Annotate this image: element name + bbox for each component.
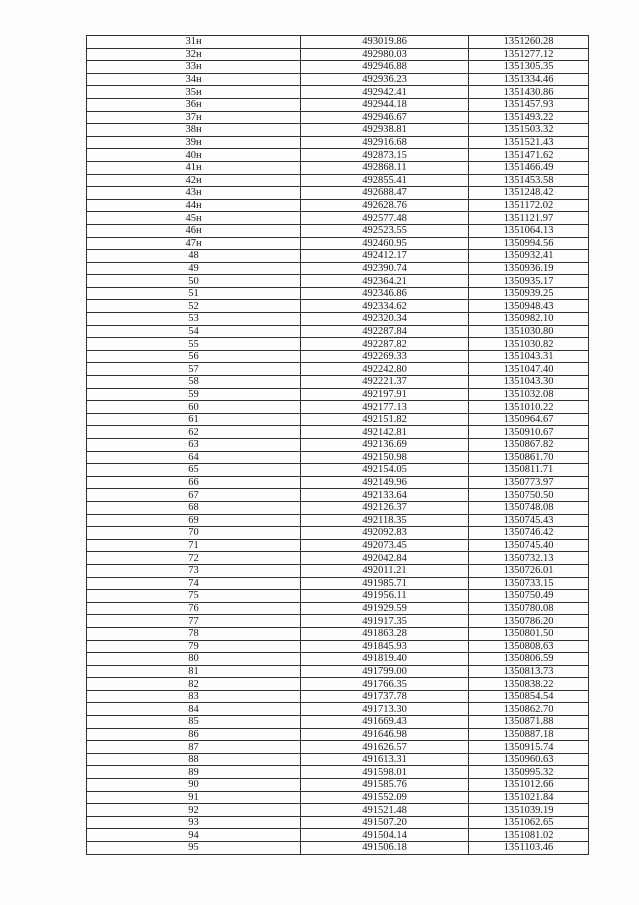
point-number-cell: 76 xyxy=(87,602,301,615)
table-row xyxy=(87,602,589,615)
point-number-cell: 81 xyxy=(87,665,301,678)
table-row xyxy=(87,829,589,842)
x-coordinate-cell: 492946.67 xyxy=(301,111,469,124)
x-coordinate-cell: 492126.37 xyxy=(301,501,469,514)
x-coordinate-cell: 492136.69 xyxy=(301,439,469,452)
x-coordinate-cell: 492151.82 xyxy=(301,413,469,426)
table-row xyxy=(87,501,589,514)
point-number-cell: 63 xyxy=(87,439,301,452)
y-coordinate-cell: 1350838.22 xyxy=(469,678,589,691)
table-row xyxy=(87,98,589,111)
y-coordinate-cell: 1350733.15 xyxy=(469,577,589,590)
x-coordinate-cell: 491766.35 xyxy=(301,678,469,691)
table-row xyxy=(87,325,589,338)
y-coordinate-cell: 1351305.35 xyxy=(469,61,589,74)
table-row xyxy=(87,250,589,263)
table-row xyxy=(87,678,589,691)
x-coordinate-cell: 492142.81 xyxy=(301,426,469,439)
y-coordinate-cell: 1350808.63 xyxy=(469,640,589,653)
y-coordinate-cell: 1351457.93 xyxy=(469,98,589,111)
x-coordinate-cell: 492916.68 xyxy=(301,136,469,149)
table-row xyxy=(87,363,589,376)
y-coordinate-cell: 1350750.49 xyxy=(469,590,589,603)
x-coordinate-cell: 492269.33 xyxy=(301,350,469,363)
y-coordinate-cell: 1350750.50 xyxy=(469,489,589,502)
point-number-cell: 50 xyxy=(87,275,301,288)
y-coordinate-cell: 1351121.97 xyxy=(469,212,589,225)
y-coordinate-cell: 1351503.32 xyxy=(469,124,589,137)
table-row xyxy=(87,753,589,766)
y-coordinate-cell: 1350910.67 xyxy=(469,426,589,439)
table-row xyxy=(87,149,589,162)
table-row xyxy=(87,111,589,124)
y-coordinate-cell: 1350932.41 xyxy=(469,250,589,263)
table-row xyxy=(87,124,589,137)
table-row xyxy=(87,766,589,779)
point-number-cell: 70 xyxy=(87,527,301,540)
x-coordinate-cell: 492938.81 xyxy=(301,124,469,137)
x-coordinate-cell: 492149.96 xyxy=(301,476,469,489)
x-coordinate-cell: 491845.93 xyxy=(301,640,469,653)
point-number-cell: 39н xyxy=(87,136,301,149)
y-coordinate-cell: 1350746.42 xyxy=(469,527,589,540)
x-coordinate-cell: 492197.91 xyxy=(301,388,469,401)
x-coordinate-cell: 491598.01 xyxy=(301,766,469,779)
table-row xyxy=(87,388,589,401)
x-coordinate-cell: 492011.21 xyxy=(301,564,469,577)
x-coordinate-cell: 491737.78 xyxy=(301,690,469,703)
x-coordinate-cell: 492242.80 xyxy=(301,363,469,376)
y-coordinate-cell: 1351248.42 xyxy=(469,187,589,200)
point-number-cell: 93 xyxy=(87,816,301,829)
point-number-cell: 67 xyxy=(87,489,301,502)
table-row xyxy=(87,741,589,754)
table-row xyxy=(87,665,589,678)
x-coordinate-cell: 492320.34 xyxy=(301,313,469,326)
point-number-cell: 56 xyxy=(87,350,301,363)
point-number-cell: 92 xyxy=(87,804,301,817)
x-coordinate-cell: 491626.57 xyxy=(301,741,469,754)
point-number-cell: 61 xyxy=(87,413,301,426)
x-coordinate-cell: 492946.88 xyxy=(301,61,469,74)
point-number-cell: 74 xyxy=(87,577,301,590)
table-row xyxy=(87,161,589,174)
point-number-cell: 41н xyxy=(87,161,301,174)
x-coordinate-cell: 492092.83 xyxy=(301,527,469,540)
table-row xyxy=(87,313,589,326)
point-number-cell: 78 xyxy=(87,627,301,640)
y-coordinate-cell: 1350813.73 xyxy=(469,665,589,678)
point-number-cell: 31н xyxy=(87,36,301,49)
y-coordinate-cell: 1350915.74 xyxy=(469,741,589,754)
x-coordinate-cell: 492221.37 xyxy=(301,376,469,389)
point-number-cell: 84 xyxy=(87,703,301,716)
table-row xyxy=(87,401,589,414)
table-row xyxy=(87,61,589,74)
y-coordinate-cell: 1350871.88 xyxy=(469,716,589,729)
table-row xyxy=(87,779,589,792)
point-number-cell: 65 xyxy=(87,464,301,477)
x-coordinate-cell: 491929.59 xyxy=(301,602,469,615)
y-coordinate-cell: 1350995.32 xyxy=(469,766,589,779)
y-coordinate-cell: 1350732.13 xyxy=(469,552,589,565)
y-coordinate-cell: 1350964.67 xyxy=(469,413,589,426)
x-coordinate-cell: 492936.23 xyxy=(301,73,469,86)
point-number-cell: 55 xyxy=(87,338,301,351)
point-number-cell: 32н xyxy=(87,48,301,61)
y-coordinate-cell: 1351039.19 xyxy=(469,804,589,817)
x-coordinate-cell: 493019.86 xyxy=(301,36,469,49)
point-number-cell: 45н xyxy=(87,212,301,225)
point-number-cell: 68 xyxy=(87,501,301,514)
x-coordinate-cell: 492942.41 xyxy=(301,86,469,99)
table-row xyxy=(87,577,589,590)
x-coordinate-cell: 491613.31 xyxy=(301,753,469,766)
point-number-cell: 47н xyxy=(87,237,301,250)
table-row xyxy=(87,48,589,61)
y-coordinate-cell: 1350811.71 xyxy=(469,464,589,477)
table-row xyxy=(87,86,589,99)
x-coordinate-cell: 492628.76 xyxy=(301,199,469,212)
x-coordinate-cell: 492944.18 xyxy=(301,98,469,111)
y-coordinate-cell: 1351334.46 xyxy=(469,73,589,86)
x-coordinate-cell: 492287.82 xyxy=(301,338,469,351)
point-number-cell: 51 xyxy=(87,287,301,300)
y-coordinate-cell: 1351043.31 xyxy=(469,350,589,363)
x-coordinate-cell: 492154.05 xyxy=(301,464,469,477)
point-number-cell: 83 xyxy=(87,690,301,703)
point-number-cell: 91 xyxy=(87,791,301,804)
point-number-cell: 94 xyxy=(87,829,301,842)
y-coordinate-cell: 1350745.40 xyxy=(469,539,589,552)
x-coordinate-cell: 491985.71 xyxy=(301,577,469,590)
point-number-cell: 40н xyxy=(87,149,301,162)
x-coordinate-cell: 492346.86 xyxy=(301,287,469,300)
point-number-cell: 80 xyxy=(87,653,301,666)
x-coordinate-cell: 492334.62 xyxy=(301,300,469,313)
table-row xyxy=(87,376,589,389)
point-number-cell: 59 xyxy=(87,388,301,401)
point-number-cell: 90 xyxy=(87,779,301,792)
x-coordinate-cell: 491507.20 xyxy=(301,816,469,829)
table-row xyxy=(87,527,589,540)
y-coordinate-cell: 1351021.84 xyxy=(469,791,589,804)
y-coordinate-cell: 1350994.56 xyxy=(469,237,589,250)
table-row xyxy=(87,716,589,729)
y-coordinate-cell: 1351064.13 xyxy=(469,224,589,237)
y-coordinate-cell: 1350854.54 xyxy=(469,690,589,703)
y-coordinate-cell: 1351030.80 xyxy=(469,325,589,338)
y-coordinate-cell: 1351043.30 xyxy=(469,376,589,389)
point-number-cell: 60 xyxy=(87,401,301,414)
y-coordinate-cell: 1351010.22 xyxy=(469,401,589,414)
table-row xyxy=(87,552,589,565)
point-number-cell: 87 xyxy=(87,741,301,754)
coordinates-table-body xyxy=(87,36,589,855)
table-row xyxy=(87,439,589,452)
point-number-cell: 52 xyxy=(87,300,301,313)
point-number-cell: 73 xyxy=(87,564,301,577)
x-coordinate-cell: 492523.55 xyxy=(301,224,469,237)
y-coordinate-cell: 1350862.70 xyxy=(469,703,589,716)
table-row xyxy=(87,136,589,149)
point-number-cell: 72 xyxy=(87,552,301,565)
y-coordinate-cell: 1350982.10 xyxy=(469,313,589,326)
y-coordinate-cell: 1351466.49 xyxy=(469,161,589,174)
table-row xyxy=(87,816,589,829)
x-coordinate-cell: 492873.15 xyxy=(301,149,469,162)
table-row xyxy=(87,627,589,640)
table-row xyxy=(87,640,589,653)
y-coordinate-cell: 1350867.82 xyxy=(469,439,589,452)
x-coordinate-cell: 492577.48 xyxy=(301,212,469,225)
x-coordinate-cell: 492118.35 xyxy=(301,514,469,527)
table-row xyxy=(87,489,589,502)
y-coordinate-cell: 1350887.18 xyxy=(469,728,589,741)
y-coordinate-cell: 1350935.17 xyxy=(469,275,589,288)
x-coordinate-cell: 492177.13 xyxy=(301,401,469,414)
y-coordinate-cell: 1350939.25 xyxy=(469,287,589,300)
table-row xyxy=(87,287,589,300)
table-row xyxy=(87,199,589,212)
point-number-cell: 38н xyxy=(87,124,301,137)
point-number-cell: 66 xyxy=(87,476,301,489)
table-row xyxy=(87,275,589,288)
point-number-cell: 43н xyxy=(87,187,301,200)
table-row xyxy=(87,590,589,603)
point-number-cell: 44н xyxy=(87,199,301,212)
table-row xyxy=(87,36,589,49)
x-coordinate-cell: 492073.45 xyxy=(301,539,469,552)
y-coordinate-cell: 1351030.82 xyxy=(469,338,589,351)
table-row xyxy=(87,728,589,741)
point-number-cell: 33н xyxy=(87,61,301,74)
point-number-cell: 36н xyxy=(87,98,301,111)
point-number-cell: 35н xyxy=(87,86,301,99)
y-coordinate-cell: 1350801.50 xyxy=(469,627,589,640)
table-row xyxy=(87,703,589,716)
point-number-cell: 62 xyxy=(87,426,301,439)
x-coordinate-cell: 492412.17 xyxy=(301,250,469,263)
y-coordinate-cell: 1350726.01 xyxy=(469,564,589,577)
table-row xyxy=(87,564,589,577)
table-row xyxy=(87,187,589,200)
table-row xyxy=(87,174,589,187)
point-number-cell: 82 xyxy=(87,678,301,691)
point-number-cell: 79 xyxy=(87,640,301,653)
y-coordinate-cell: 1351103.46 xyxy=(469,842,589,855)
y-coordinate-cell: 1350745.43 xyxy=(469,514,589,527)
x-coordinate-cell: 491585.76 xyxy=(301,779,469,792)
table-row xyxy=(87,426,589,439)
point-number-cell: 86 xyxy=(87,728,301,741)
y-coordinate-cell: 1351081.02 xyxy=(469,829,589,842)
coordinates-table xyxy=(86,35,589,855)
table-row xyxy=(87,413,589,426)
point-number-cell: 64 xyxy=(87,451,301,464)
point-number-cell: 89 xyxy=(87,766,301,779)
table-row xyxy=(87,237,589,250)
x-coordinate-cell: 491521.48 xyxy=(301,804,469,817)
point-number-cell: 37н xyxy=(87,111,301,124)
point-number-cell: 49 xyxy=(87,262,301,275)
x-coordinate-cell: 491863.28 xyxy=(301,627,469,640)
point-number-cell: 71 xyxy=(87,539,301,552)
table-row xyxy=(87,476,589,489)
table-row xyxy=(87,350,589,363)
y-coordinate-cell: 1351277.12 xyxy=(469,48,589,61)
table-row xyxy=(87,791,589,804)
table-row xyxy=(87,690,589,703)
point-number-cell: 34н xyxy=(87,73,301,86)
point-number-cell: 95 xyxy=(87,842,301,855)
x-coordinate-cell: 492390.74 xyxy=(301,262,469,275)
y-coordinate-cell: 1351453.58 xyxy=(469,174,589,187)
table-row xyxy=(87,451,589,464)
table-row xyxy=(87,464,589,477)
table-row xyxy=(87,224,589,237)
x-coordinate-cell: 491552.09 xyxy=(301,791,469,804)
table-row xyxy=(87,514,589,527)
y-coordinate-cell: 1351012.66 xyxy=(469,779,589,792)
y-coordinate-cell: 1351430.86 xyxy=(469,86,589,99)
y-coordinate-cell: 1350748.08 xyxy=(469,501,589,514)
x-coordinate-cell: 492980.03 xyxy=(301,48,469,61)
x-coordinate-cell: 491669.43 xyxy=(301,716,469,729)
y-coordinate-cell: 1351047.40 xyxy=(469,363,589,376)
y-coordinate-cell: 1351493.22 xyxy=(469,111,589,124)
point-number-cell: 85 xyxy=(87,716,301,729)
point-number-cell: 53 xyxy=(87,313,301,326)
y-coordinate-cell: 1350786.20 xyxy=(469,615,589,628)
y-coordinate-cell: 1351032.08 xyxy=(469,388,589,401)
x-coordinate-cell: 492855.41 xyxy=(301,174,469,187)
x-coordinate-cell: 491917.35 xyxy=(301,615,469,628)
x-coordinate-cell: 492287.84 xyxy=(301,325,469,338)
y-coordinate-cell: 1350948.43 xyxy=(469,300,589,313)
x-coordinate-cell: 491506.18 xyxy=(301,842,469,855)
x-coordinate-cell: 492460.95 xyxy=(301,237,469,250)
y-coordinate-cell: 1351172.02 xyxy=(469,199,589,212)
x-coordinate-cell: 491799.00 xyxy=(301,665,469,678)
point-number-cell: 48 xyxy=(87,250,301,263)
table-row xyxy=(87,212,589,225)
table-row xyxy=(87,539,589,552)
table-row xyxy=(87,300,589,313)
x-coordinate-cell: 491646.98 xyxy=(301,728,469,741)
table-row xyxy=(87,262,589,275)
x-coordinate-cell: 492688.47 xyxy=(301,187,469,200)
y-coordinate-cell: 1350936.19 xyxy=(469,262,589,275)
x-coordinate-cell: 491504.14 xyxy=(301,829,469,842)
table-row xyxy=(87,804,589,817)
x-coordinate-cell: 491713.30 xyxy=(301,703,469,716)
y-coordinate-cell: 1351471.62 xyxy=(469,149,589,162)
y-coordinate-cell: 1350773.97 xyxy=(469,476,589,489)
point-number-cell: 57 xyxy=(87,363,301,376)
point-number-cell: 54 xyxy=(87,325,301,338)
table-row xyxy=(87,615,589,628)
y-coordinate-cell: 1350960.63 xyxy=(469,753,589,766)
point-number-cell: 88 xyxy=(87,753,301,766)
y-coordinate-cell: 1351260.28 xyxy=(469,36,589,49)
x-coordinate-cell: 492868.11 xyxy=(301,161,469,174)
table-row xyxy=(87,842,589,855)
x-coordinate-cell: 491819.40 xyxy=(301,653,469,666)
x-coordinate-cell: 492150.98 xyxy=(301,451,469,464)
y-coordinate-cell: 1351521.43 xyxy=(469,136,589,149)
y-coordinate-cell: 1350806.59 xyxy=(469,653,589,666)
table-row xyxy=(87,73,589,86)
point-number-cell: 69 xyxy=(87,514,301,527)
point-number-cell: 75 xyxy=(87,590,301,603)
table-row xyxy=(87,653,589,666)
point-number-cell: 77 xyxy=(87,615,301,628)
x-coordinate-cell: 491956.11 xyxy=(301,590,469,603)
x-coordinate-cell: 492042.84 xyxy=(301,552,469,565)
point-number-cell: 42н xyxy=(87,174,301,187)
table-row xyxy=(87,338,589,351)
y-coordinate-cell: 1350861.70 xyxy=(469,451,589,464)
point-number-cell: 58 xyxy=(87,376,301,389)
y-coordinate-cell: 1351062.65 xyxy=(469,816,589,829)
point-number-cell: 46н xyxy=(87,224,301,237)
y-coordinate-cell: 1350780.08 xyxy=(469,602,589,615)
x-coordinate-cell: 492133.64 xyxy=(301,489,469,502)
x-coordinate-cell: 492364.21 xyxy=(301,275,469,288)
